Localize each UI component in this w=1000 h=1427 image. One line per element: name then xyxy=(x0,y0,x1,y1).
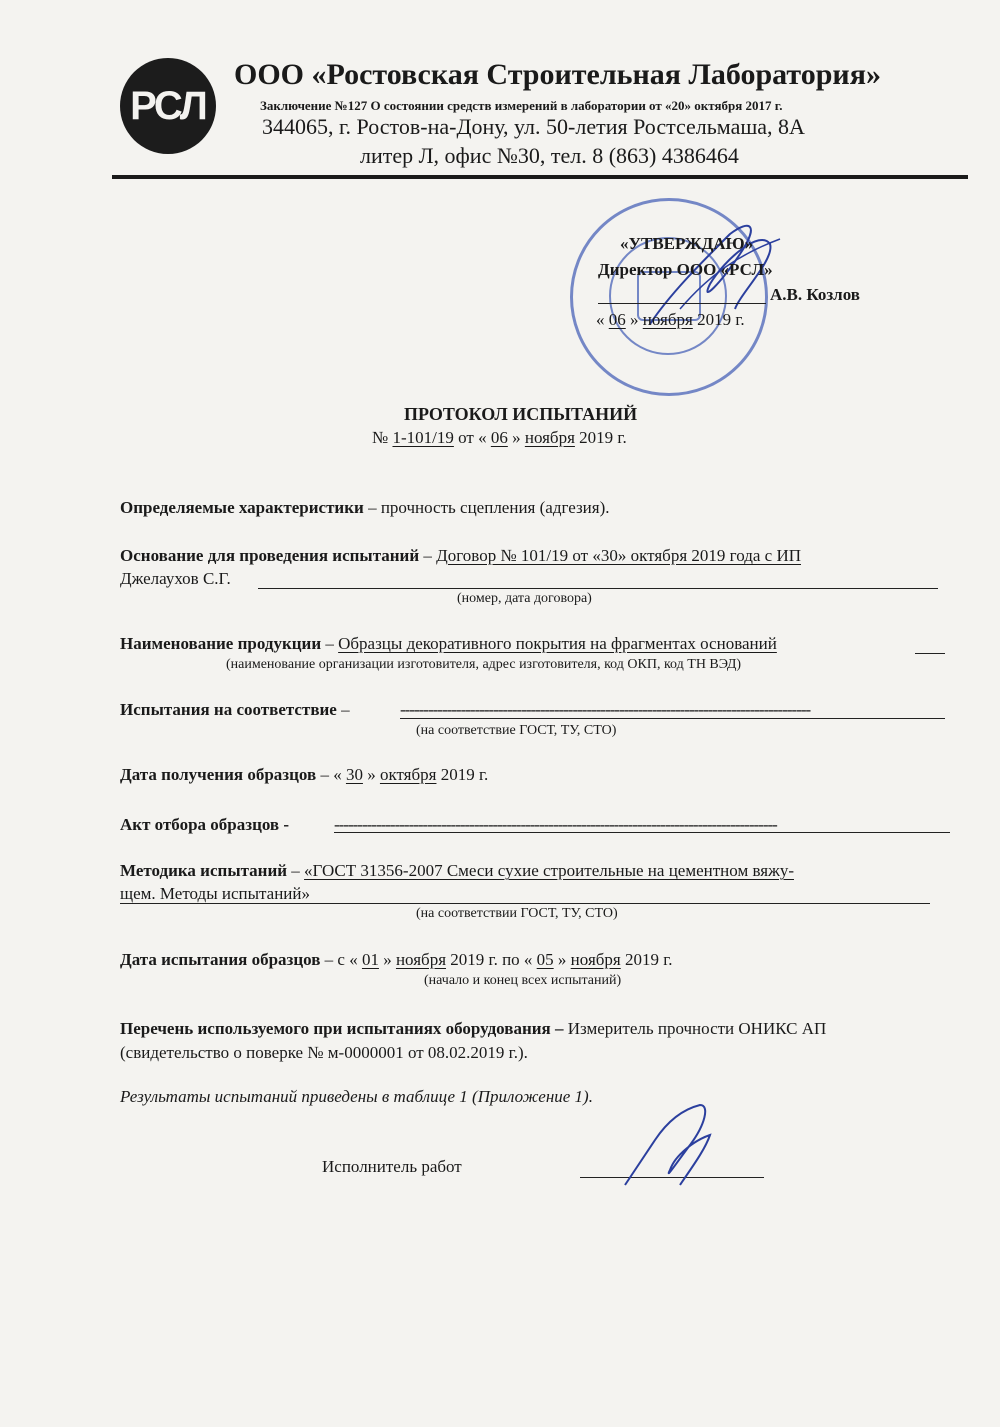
title-day: 06 xyxy=(490,428,508,447)
director-name: А.В. Козлов xyxy=(770,285,860,304)
director-sign-line xyxy=(598,303,766,304)
test-month-start: ноября xyxy=(395,950,447,969)
compliance-label: Испытания на соответствие xyxy=(120,700,337,719)
basis-label: Основание для проведения испытаний xyxy=(120,546,420,565)
sampling-dash: - xyxy=(283,815,290,834)
compliance-row xyxy=(120,700,350,720)
approval-date-open: « xyxy=(596,310,605,329)
product-label: Наименование продукции xyxy=(120,634,322,653)
compliance-caption: (на соответствие ГОСТ, ТУ, СТО) xyxy=(416,723,617,738)
address-line-1: 344065, г. Ростов-на-Дону, ул. 50-летия Ростсельмаша, 8А xyxy=(262,114,805,139)
method-label: Методика испытаний xyxy=(120,861,288,880)
test-open: – с « xyxy=(324,950,358,969)
sampling-underline xyxy=(334,832,950,833)
executor-signature xyxy=(610,1100,720,1200)
test-day-start: 01 xyxy=(361,950,379,969)
company-name: ООО «Ростовская Строительная Лаборатория» xyxy=(234,58,881,91)
equipment-row xyxy=(120,1019,826,1039)
sampling-row xyxy=(120,815,289,835)
receipt-year: 2019 г. xyxy=(440,765,489,784)
company-logo xyxy=(120,58,216,154)
receipt-close: » xyxy=(367,765,376,784)
characteristics-label: Определяемые характеристики xyxy=(120,498,364,517)
characteristics-value: – прочность сцепления (адгезия). xyxy=(368,498,610,517)
sampling-label: Акт отбора образцов xyxy=(120,815,280,834)
basis-caption: (номер, дата договора) xyxy=(457,591,592,606)
executor-label: Исполнитель работ xyxy=(322,1157,462,1176)
product-underline xyxy=(915,653,945,654)
approval-month: ноября xyxy=(642,310,693,329)
title-close: » xyxy=(512,428,521,447)
title-year: 2019 г. xyxy=(579,428,627,447)
basis-value-2: Джелаухов С.Г. xyxy=(120,569,231,588)
basis-underline xyxy=(258,588,938,589)
results-note: Результаты испытаний приведены в таблице 1 (Приложение 1). xyxy=(120,1087,593,1106)
method-value-2: щем. Методы испытаний» xyxy=(120,884,311,903)
address-line-2: литер Л, офис №30, тел. 8 (863) 4386464 xyxy=(360,143,739,168)
product-row xyxy=(120,634,777,654)
basis-dash: – xyxy=(423,546,432,565)
header-rule xyxy=(112,175,968,179)
test-day-end: 05 xyxy=(536,950,554,969)
approval-date xyxy=(596,310,745,330)
number-sign: № xyxy=(372,428,389,447)
approve-label: «УТВЕРЖДАЮ» xyxy=(620,234,754,253)
basis-row xyxy=(120,546,801,566)
document-title: ПРОТОКОЛ ИСПЫТАНИЙ xyxy=(404,404,638,424)
title-month: ноября xyxy=(524,428,575,447)
compliance-underline xyxy=(400,718,945,719)
approval-year: 2019 г. xyxy=(697,310,745,329)
receipt-day: 30 xyxy=(345,765,363,784)
title-from: от « xyxy=(458,428,487,447)
product-value: Образцы декоративного покрытия на фрагментах оснований xyxy=(338,634,777,653)
product-dash: – xyxy=(325,634,334,653)
equipment-value-2: (свидетельство о поверке № м-0000001 от 08.02.2019 г.). xyxy=(120,1043,528,1062)
test-year-start: 2019 г. по « xyxy=(450,950,533,969)
characteristics-row xyxy=(120,498,610,518)
logo-lettering: РСЛ xyxy=(130,84,206,128)
protocol-number-line xyxy=(372,428,627,448)
equipment-value-1: Измеритель прочности ОНИКС АП xyxy=(567,1019,827,1038)
test-label: Дата испытания образцов xyxy=(120,950,321,969)
director-title: Директор ООО «РСЛ» xyxy=(598,260,773,279)
method-caption: (на соответствии ГОСТ, ТУ, СТО) xyxy=(416,906,618,921)
test-close-start: » xyxy=(383,950,392,969)
test-month-end: ноября xyxy=(570,950,621,969)
test-year-end: 2019 г. xyxy=(624,950,673,969)
product-caption: (наименование организации изготовителя, адрес изготовителя, код ОКП, код ТН ВЭД) xyxy=(226,657,742,672)
basis-value-1: Договор № 101/19 от «30» октября 2019 года с ИП xyxy=(436,546,801,565)
receipt-row xyxy=(120,765,488,785)
equipment-label: Перечень используемого при испытаниях оборудования – xyxy=(120,1019,564,1038)
approval-date-mid: » xyxy=(630,310,639,329)
protocol-number: 1-101/19 xyxy=(392,428,454,447)
receipt-open: – « xyxy=(320,765,342,784)
conclusion-line: Заключение №127 О состоянии средств измерений в лаборатории от «20» октября 2017 г. xyxy=(260,98,783,113)
test-caption: (начало и конец всех испытаний) xyxy=(424,973,622,988)
test-dates-row xyxy=(120,950,673,970)
method-row xyxy=(120,861,794,881)
test-close-end: » xyxy=(557,950,567,969)
approval-day: 06 xyxy=(608,310,626,329)
method-value-1: «ГОСТ 31356-2007 Смеси сухие строительные на цементном вяжу- xyxy=(304,861,794,880)
sampling-value: ----------------------------------------------------------------------------------------------- xyxy=(334,815,777,834)
compliance-dash: – xyxy=(341,700,350,719)
method-dash: – xyxy=(291,861,300,880)
method-underline xyxy=(120,903,930,904)
receipt-label: Дата получения образцов xyxy=(120,765,317,784)
compliance-value: ---------------------------------------------------------------------------------------- xyxy=(400,700,811,719)
receipt-month: октября xyxy=(379,765,437,784)
